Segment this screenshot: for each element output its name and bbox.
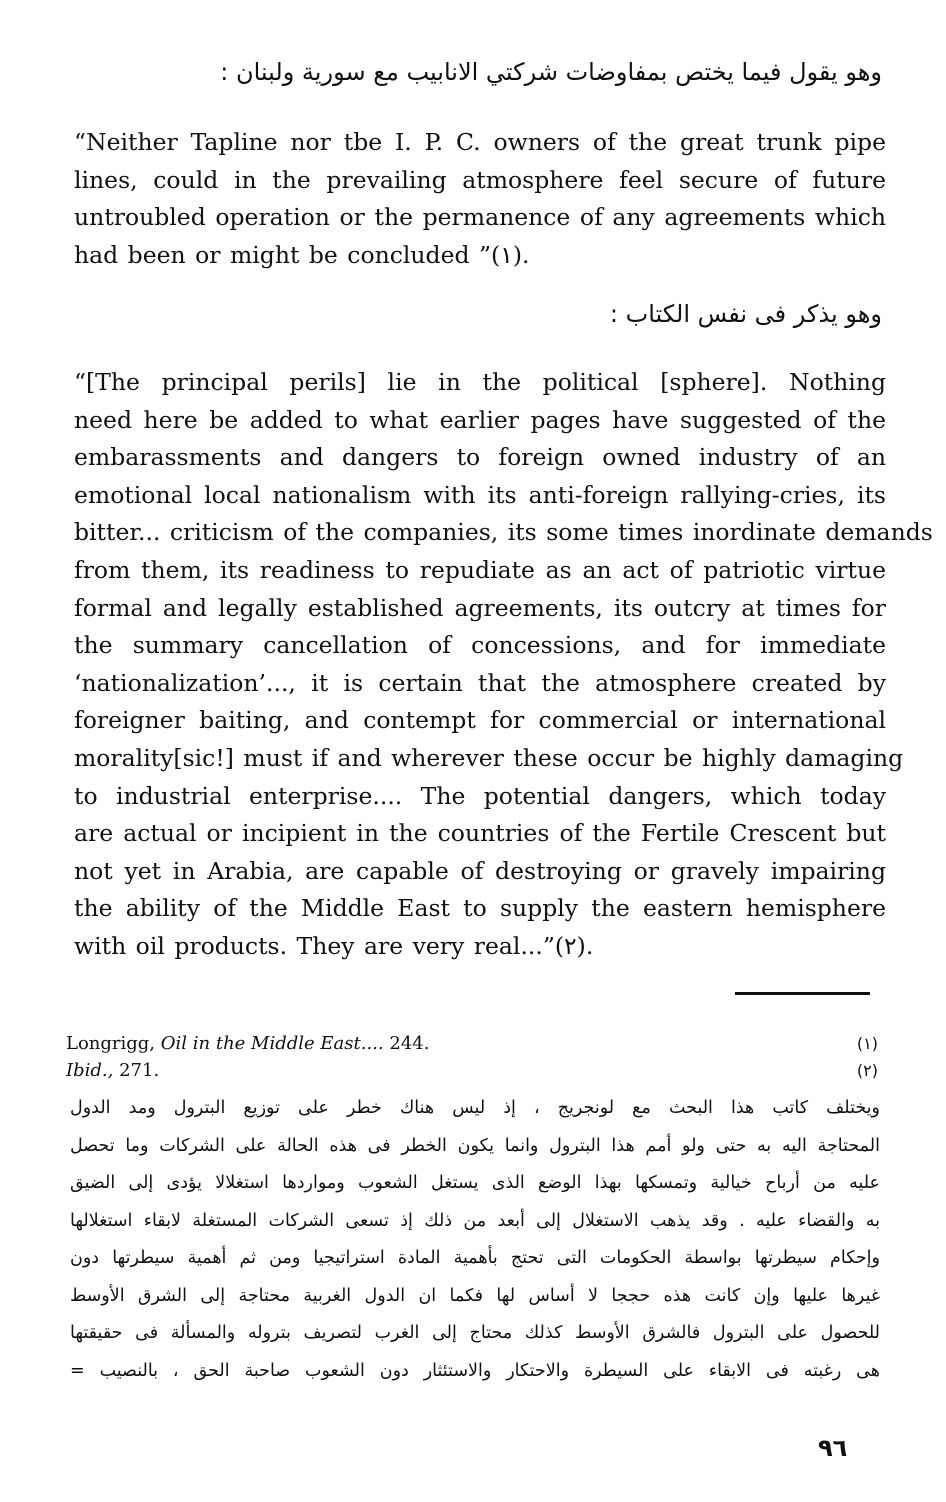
quote-2-line: foreigner baiting, and contempt for commercial or international — [74, 706, 886, 735]
arabic-note-line: وإحكام سيطرتها بواسطة الحكومات التى تحتج بأهمية المادة استراتيجيا ومن ثم أهمية سيطرتها دون — [70, 1248, 880, 1268]
quote-2-line: bitter... criticism of the companies, its some times inordinate demands — [74, 518, 933, 547]
quote-1-line: lines, could in the prevailing atmosphere feel secure of future — [74, 165, 886, 194]
footnote-text — [66, 1057, 159, 1084]
arabic-note — [70, 1090, 880, 1390]
quote-1 — [74, 124, 886, 274]
arabic-note-line: به والقضاء عليه . وقد يذهب الاستغلال إلى أبعد من ذلك إذ تسعى الشركات المستغلة لابقاء استغلالها — [70, 1210, 880, 1231]
footnote-title: Oil in the Middle East.... — [160, 1033, 384, 1054]
quote-2-line: to industrial enterprise.... The potential dangers, which today — [74, 781, 886, 810]
footnote-row — [66, 1057, 878, 1084]
quote-2-line: the summary cancellation of concessions, and for immediate — [74, 631, 886, 660]
footnote-page: 271. — [119, 1060, 160, 1081]
arabic-note-line: هى رغبته فى الابقاء على السيطرة والاحتكار والاستئثار دون الشعوب صاحبة الحق ، بالنصيب = — [70, 1360, 880, 1381]
quote-1-line: untroubled operation or the permanence of any agreements which — [74, 203, 886, 232]
quote-2 — [74, 364, 933, 966]
footnote-number: (٢) — [856, 1061, 878, 1080]
quote-2-line: are actual or incipient in the countries of the Fertile Crescent but — [74, 819, 886, 848]
quote-1-line: “Neither Tapline nor tbe I. P. C. owners of the great trunk pipe — [74, 128, 886, 156]
page-number: ٩٦ — [818, 1434, 848, 1462]
arabic-note-line: للحصول على البترول فالشرق الأوسط كذلك محتاج إلى الغرب لتصريف بتروله والمسألة فى حقيقتها — [70, 1323, 880, 1343]
quote-2-line: emotional local nationalism with its anti-foreign rallying-cries, its — [74, 480, 886, 509]
footnote-row — [66, 1030, 878, 1057]
quote-2-line: from them, its readiness to repudiate as an act of patriotic virtue — [74, 555, 886, 584]
footnote-number: (١) — [856, 1034, 878, 1053]
quote-1-line: had been or might be concluded ”(١). — [74, 240, 530, 269]
quote-2-line: formal and legally established agreements, its outcry at times for — [74, 593, 886, 622]
quote-2-line: with oil products. They are very real...”(٢). — [74, 931, 594, 960]
quote-2-line: not yet in Arabia, are capable of destroying or gravely impairing — [74, 856, 886, 885]
quote-2-line: morality[sic!] must if and wherever these occur be highly damaging — [74, 743, 904, 772]
quote-2-line: the ability of the Middle East to supply the eastern hemisphere — [74, 894, 886, 923]
quote-2-line: embarassments and dangers to foreign owned industry of an — [74, 443, 886, 472]
arabic-heading-1: وهو يقول فيما يختص بمفاوضات شركتي الانابيب مع سورية ولبنان : — [220, 58, 882, 86]
arabic-note-line: ويختلف كاتب هذا البحث مع لونجريج ، إذ ليس هناك خطر على توزيع البترول ومد الدول — [70, 1098, 880, 1118]
arabic-note-line: عليه من أرباح خيالية وتمسكها بهذا الوضع الذى يستغل الشعوب ومواردها استغلالا يؤدى إلى الضيق — [70, 1173, 880, 1193]
footnote-title: Ibid., — [66, 1060, 114, 1081]
footnotes — [66, 1030, 878, 1084]
footnote-page: 244. — [389, 1033, 430, 1054]
footnote-text — [66, 1030, 429, 1057]
arabic-heading-2: وهو يذكر فى نفس الكتاب : — [609, 300, 882, 328]
footnote-author: Longrigg, — [66, 1033, 156, 1054]
quote-2-line: need here be added to what earlier pages have suggested of the — [74, 405, 886, 434]
arabic-note-line: المحتاجة اليه به حتى ولو أمم هذا البترول وانما يكون الخطر فى هذه الحالة على الشركات وما تحصل — [70, 1135, 880, 1156]
quote-2-line: “[The principal perils] lie in the political [sphere]. Nothing — [74, 368, 886, 396]
quote-2-line: ‘nationalization’..., it is certain that the atmosphere created by — [74, 668, 886, 697]
arabic-note-line: غيرها عليها وإن كانت هذه حججا لا أساس لها فكما ان الدول الغربية محتاجة إلى الشرق الأوسط — [70, 1285, 880, 1306]
footnote-divider — [735, 992, 870, 995]
